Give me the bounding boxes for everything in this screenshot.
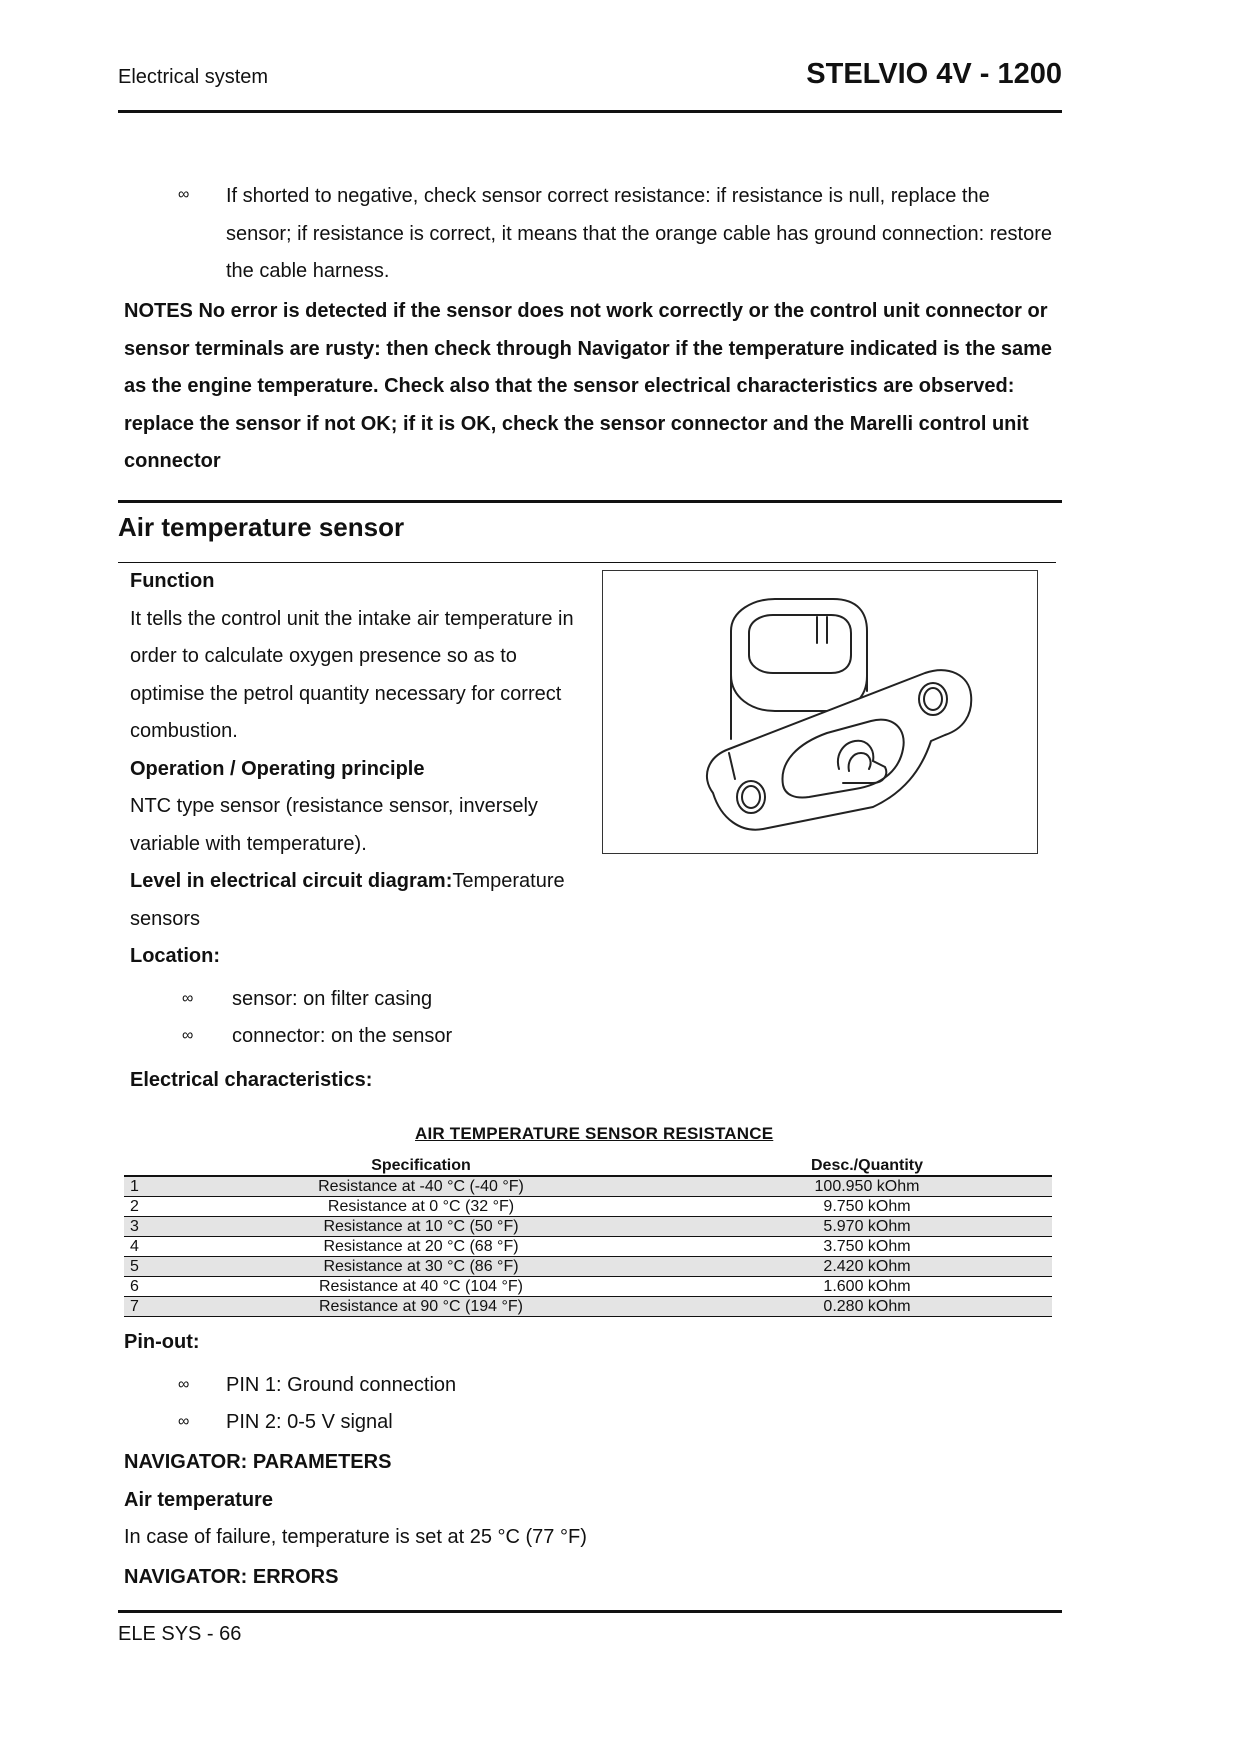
row-specification: Resistance at -40 °C (-40 °F) [160,1176,682,1197]
row-number: 5 [124,1257,160,1277]
electrical-heading: Electrical characteristics: [130,1069,373,1091]
bullet-icon: ∞ [178,186,190,203]
table-row [124,1297,1052,1317]
navigator-parameters-heading: NAVIGATOR: PARAMETERS [124,1451,392,1473]
location-item: connector: on the sensor [232,1025,453,1047]
air-temperature-text: In case of failure, temperature is set at 25 °C (77 °F) [124,1526,587,1548]
level-heading: Level in electrical circuit diagram: [130,870,453,892]
function-text: It tells the control unit the intake air temperature in order to calculate oxygen presence so as to optimise the petrol quantity necessary for correct combustion. [130,607,574,742]
table-caption: AIR TEMPERATURE SENSOR RESISTANCE [415,1124,774,1143]
operation-heading: Operation / Operating principle [130,757,425,780]
sensor-illustration [602,570,1038,854]
table-row [124,1176,1052,1197]
resistance-table [124,1156,1052,1317]
row-quantity: 3.750 kOhm [682,1237,1052,1257]
row-specification: Resistance at 10 °C (50 °F) [160,1217,682,1237]
row-quantity: 100.950 kOhm [682,1176,1052,1197]
level-paragraph [130,863,590,938]
operation-text: NTC type sensor (resistance sensor, inversely variable with temperature). [130,795,538,855]
air-temperature-heading: Air temperature [124,1489,273,1511]
bullet-icon: ∞ [182,990,194,1007]
row-quantity: 0.280 kOhm [682,1297,1052,1317]
location-item: sensor: on filter casing [232,988,433,1010]
row-specification: Resistance at 40 °C (104 °F) [160,1277,682,1297]
pinout-item: PIN 1: Ground connection [226,1374,457,1396]
table-header-row [124,1156,1052,1176]
bullet-icon: ∞ [178,1413,190,1430]
section-rule [118,500,1062,503]
table-row [124,1277,1052,1297]
row-specification: Resistance at 30 °C (86 °F) [160,1257,682,1277]
column-header-quantity: Desc./Quantity [682,1156,1052,1176]
pinout-heading: Pin-out: [124,1331,200,1353]
intro-bullet-text: If shorted to negative, check sensor correct resistance: if resistance is null, replace the sensor; if resistance is correct, it means that the orange cable has ground connection: restore the cable harness. [226,185,1052,282]
function-block [130,563,590,976]
sensor-drawing [603,571,1037,853]
row-quantity: 5.970 kOhm [682,1217,1052,1237]
row-number: 7 [124,1297,160,1317]
section-title: Air temperature sensor [118,512,405,542]
footer-rule [118,1610,1062,1613]
navigator-errors-heading: NAVIGATOR: ERRORS [124,1566,339,1588]
table-row [124,1257,1052,1277]
header-section-title: Electrical system [118,66,269,88]
row-specification: Resistance at 20 °C (68 °F) [160,1237,682,1257]
row-number: 2 [124,1197,160,1217]
pinout-item: PIN 2: 0-5 V signal [226,1411,393,1433]
header-model-title: STELVIO 4V - 1200 [806,58,1062,90]
page-number: ELE SYS - 66 [118,1623,242,1645]
function-heading: Function [130,570,215,592]
table-row [124,1237,1052,1257]
row-specification: Resistance at 0 °C (32 °F) [160,1197,682,1217]
column-header-number [124,1156,160,1176]
table-row [124,1197,1052,1217]
row-quantity: 1.600 kOhm [682,1277,1052,1297]
row-specification: Resistance at 90 °C (194 °F) [160,1297,682,1317]
column-header-specification: Specification [160,1156,682,1176]
row-number: 1 [124,1176,160,1197]
row-quantity: 2.420 kOhm [682,1257,1052,1277]
notes-paragraph: NOTES No error is detected if the sensor does not work correctly or the control unit connector or sensor terminals are rusty: then check through Navigator if the temperature indicated is the same as the engine temperature. Check also that the sensor electrical characteristics are observed: replace the sensor if not OK; if it is OK, check the sensor connector and the Marelli control unit connector [124,300,1053,472]
bullet-icon: ∞ [178,1376,190,1393]
row-number: 6 [124,1277,160,1297]
row-number: 3 [124,1217,160,1237]
row-quantity: 9.750 kOhm [682,1197,1052,1217]
table-row [124,1217,1052,1237]
location-heading: Location: [130,945,220,967]
bullet-icon: ∞ [182,1027,194,1044]
header-rule [118,110,1062,113]
level-text: Temperature sensors [130,870,565,930]
row-number: 4 [124,1237,160,1257]
